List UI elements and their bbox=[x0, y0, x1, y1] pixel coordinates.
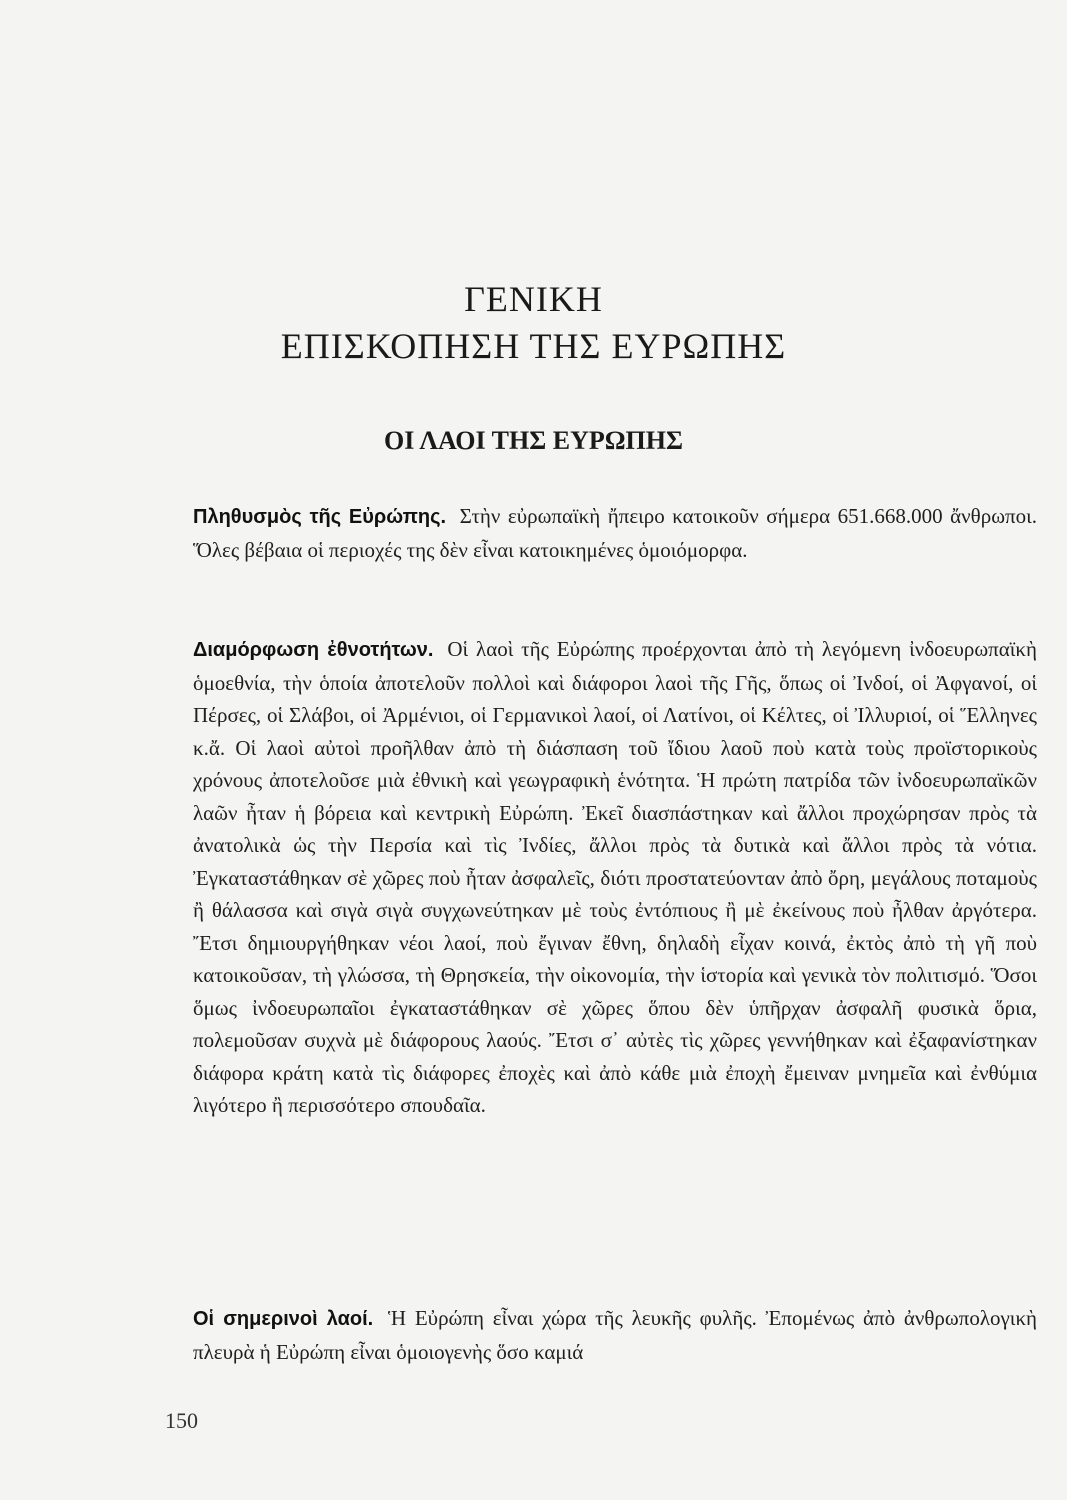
paragraph-present-peoples bbox=[163, 1302, 1037, 1368]
paragraph-text: Στὴν εὐρωπαϊκὴ ἤπειρο κατοικοῦν σήμερα 651.668.000 ἄνθρωποι. Ὅλες βέβαια οἱ περιοχές της δὲν εἶναι κατοικημένες ὁμοιόμορφα. bbox=[193, 504, 1038, 562]
paragraph-population bbox=[163, 500, 1037, 566]
page-number: 150 bbox=[165, 1408, 198, 1433]
paragraph-heading: Οἱ σημερινοὶ λαοί. bbox=[193, 1308, 374, 1330]
section-subtitle: ΟΙ ΛΑΟΙ ΤΗΣ ΕΥΡΩΠΗΣ bbox=[383, 426, 683, 455]
paragraph-text: Ἡ Εὐρώπη εἶναι χώρα τῆς λευκῆς φυλῆς. Ἐπομένως ἀπὸ ἀνθρωπολογικὴ πλευρὰ ἡ Εὐρώπη εἶναι ὁμοιογενὴς ὅσο καμιά bbox=[193, 1306, 1038, 1364]
chapter-title-line-1: ΓΕΝΙΚΗ bbox=[464, 279, 603, 319]
paragraph-text: Οἱ λαοὶ τῆς Εὐρώπης προέρχονται ἀπὸ τὴ λεγόμενη ἰνδοευρωπαϊκὴ ὁμοεθνία, τὴν ὁποία ἀποτελοῦν πολλοὶ καὶ διάφοροι λαοὶ τῆς Γῆς, ὅπως οἱ Ἰνδοί, οἱ Ἀφγανοί, οἱ Πέρσες, οἱ Σλάβοι, οἱ Ἀρμένιοι, οἱ Γερμανικοὶ λαοί, οἱ Λατίνοι, οἱ Κέλτες, οἱ Ἰλλυριοί, οἱ Ἕλληνες κ.ἄ. Οἱ λαοὶ αὐτοὶ προῆλθαν ἀπὸ τὴ διάσπαση τοῦ ἴδιου λαοῦ ποὺ κατὰ τοὺς προϊστορικοὺς χρόνους ἀποτελοῦσε μιὰ ἐθνικὴ καὶ γεωγραφικὴ ἑνότητα. Ἡ πρώτη πατρίδα τῶν ἰνδοευρωπαϊκῶν λαῶν ἦταν ἡ βόρεια καὶ κεντρικὴ Εὐρώπη. Ἐκεῖ διασπάστηκαν καὶ ἄλλοι προχώρησαν πρὸς τὰ ἀνατολικὰ ὡς τὴν Περσία καὶ τὶς Ἰνδίες, ἄλλοι πρὸς τὰ δυτικὰ καὶ ἄλλοι πρὸς τὰ νότια. Ἐγκαταστάθηκαν σὲ χῶρες ποὺ ἦταν ἀσφαλεῖς, διότι προστατεύονταν ἀπὸ ὄρη, μεγάλους ποταμοὺς ἢ θάλασσα καὶ σιγὰ σιγὰ συγχωνεύτηκαν μὲ τοὺς ἐντόπιους ἢ μὲ ἐκείνους ποὺ ἦλθαν ἀργότερα. Ἔτσι δημιουργήθηκαν νέοι λαοί, ποὺ ἔγιναν ἔθνη, δηλαδὴ εἶχαν κοινά, ἐκτὸς ἀπὸ τὴ γῆ ποὺ κατοικοῦσαν, τὴ γλώσσα, τὴ Θρησκεία, τὴν οἰκονομία, τὴν ἱστορία καὶ γενικὰ τὸν πολιτισμό. Ὅσοι ὅμως ἰνδοευρωπαῖοι ἐγκαταστάθηκαν σὲ χῶρες ὅπου δὲν ὑπῆρχαν ἀσφαλῆ φυσικὰ ὅρια, πολεμοῦσαν συχνὰ μὲ διάφορους λαούς. Ἔτσι σ᾽ αὐτὲς τὶς χῶρες γεννήθηκαν καὶ ἐξαφανίστηκαν διάφορα κράτη κατὰ τὶς διάφορες ἐποχὲς καὶ ἀπὸ κάθε μιὰ ἐποχὴ ἔμειναν μνημεῖα καὶ ἐνθύμια λιγότερο ἢ περισσότερο σπουδαῖα. bbox=[193, 637, 1037, 1117]
paragraph-heading: Διαμόρφωση ἐθνοτήτων. bbox=[193, 639, 434, 661]
chapter-title-line-2: ΕΠΙΣΚΟΠΗΣΗ ΤΗΣ ΕΥΡΩΠΗΣ bbox=[280, 326, 787, 366]
paragraph-ethnicities bbox=[163, 633, 1037, 1122]
paragraph-heading: Πληθυσμὸς τῆς Εὐρώπης. bbox=[193, 506, 447, 528]
